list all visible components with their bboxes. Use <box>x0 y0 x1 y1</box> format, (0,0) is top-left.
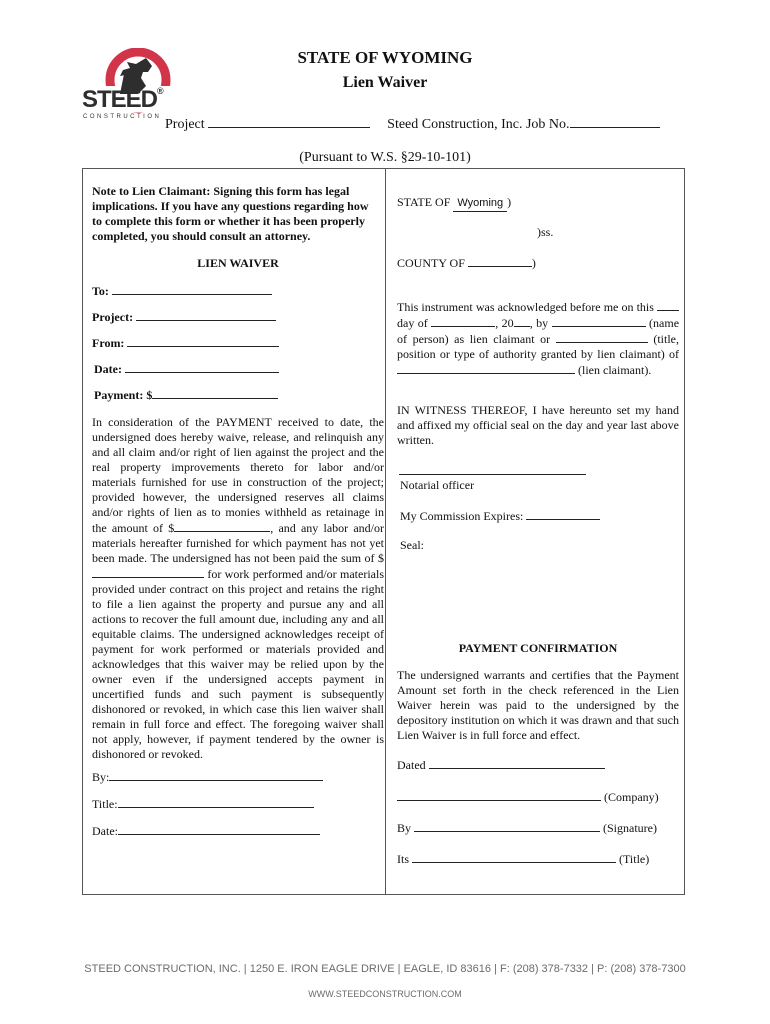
registered-mark: ® <box>157 86 163 96</box>
ack-month-field[interactable] <box>431 315 495 327</box>
logo-wordmark: STEED <box>82 86 158 113</box>
county-field[interactable] <box>468 255 532 267</box>
date2-label: Date: <box>92 824 118 838</box>
ack-claimant-field[interactable] <box>556 331 648 343</box>
company-label: (Company) <box>604 790 659 804</box>
company-row <box>397 789 679 805</box>
project-label: Project <box>165 117 205 132</box>
by-row <box>92 769 384 785</box>
payment-field[interactable] <box>152 387 278 399</box>
state-row <box>397 195 679 212</box>
ack-end-text: claimant). <box>603 363 652 377</box>
project-line <box>165 116 660 133</box>
footer-website[interactable]: WWW.STEEDCONSTRUCTION.COM <box>308 989 462 999</box>
its-field[interactable] <box>412 851 616 863</box>
signature-row <box>397 820 679 836</box>
commission-field[interactable] <box>526 508 600 520</box>
ack-by-label: , by <box>529 316 549 330</box>
payment-label: Payment: $ <box>94 388 153 402</box>
date-field[interactable] <box>125 361 279 373</box>
state-label: STATE OF <box>397 195 451 209</box>
ack-name-text: (name of person) as lien claimant or <box>397 316 680 346</box>
witness-statement: IN WITNESS THEREOF, I have hereunto set my hand and affixed my official seal on the day and year last above written. <box>397 403 679 447</box>
dated-field[interactable] <box>429 757 605 769</box>
waiver-body <box>92 415 384 762</box>
sig-by-label: By <box>397 821 412 835</box>
date2-field[interactable] <box>118 823 320 835</box>
waiver-body-part2: , and any labor and/or materials hereafter furnished for which payment has not yet been made. The undersigned has not been paid the sum of $ <box>92 521 385 565</box>
ack-entity-field[interactable] <box>397 362 575 374</box>
ack-title-text: (title, position or type of authority granted by lien claimant) of <box>397 332 679 361</box>
job-number-field[interactable] <box>570 116 660 128</box>
ack-lien-text: (lien <box>578 363 600 377</box>
ack-year-label: , 20 <box>495 316 514 330</box>
retainage-field[interactable] <box>174 520 270 532</box>
job-number-label: Steed Construction, Inc. Job No. <box>387 117 570 132</box>
pursuant-statute: (Pursuant to W.S. §29-10-101) <box>299 150 471 165</box>
project-field[interactable] <box>208 116 370 128</box>
signature-field[interactable] <box>414 820 600 832</box>
title-label: Title: <box>92 797 118 811</box>
to-label: To: <box>92 284 109 298</box>
from-row <box>92 335 384 351</box>
state-value[interactable]: Wyoming <box>453 196 507 212</box>
company-field[interactable] <box>397 789 601 801</box>
ack-year-field[interactable] <box>514 315 530 327</box>
ss-mark: )ss. <box>537 225 554 239</box>
dated-label: Dated <box>397 758 426 772</box>
payment-confirmation-text: The undersigned warrants and certifies that the Payment Amount set forth in the check referenced in the Lien Waiver herein was paid to the undersigned by the depository institution on which it was drawn and that such Lien Waiver is in full force and effect. <box>397 668 679 742</box>
its-title-label: (Title) <box>619 852 650 866</box>
to-row <box>92 283 384 299</box>
from-field[interactable] <box>127 335 279 347</box>
project-row-field[interactable] <box>136 309 276 321</box>
ack-text-1: This instrument was acknowledged before me on this <box>397 300 654 314</box>
page-title: STATE OF WYOMING <box>297 48 473 67</box>
waiver-body-part1: In consideration of the PAYMENT received to date, the undersigned does hereby waive, release, and relinquish any and all claim and/or right of lien against the project and the real property improvements thereto for labor and/or materials furnished for use in construction of the project; provided however, the undersigned reserves all claims and/or rights of lien as to monies withheld as retainage in the amount of $ <box>92 415 384 535</box>
its-row <box>397 851 679 867</box>
lien-waiver-heading: LIEN WAIVER <box>197 256 279 270</box>
its-label: Its <box>397 852 409 866</box>
from-label: From: <box>92 336 125 350</box>
state-close-paren: ) <box>507 195 512 209</box>
date-row <box>94 361 386 377</box>
payment-confirmation-heading: PAYMENT CONFIRMATION <box>458 641 618 655</box>
claimant-note: Note to Lien Claimant: Signing this form has legal implications. If you have any questions regarding how to complete this form or whether it has been properly completed, you should consult an attorney. <box>92 184 369 243</box>
footer-address: STEED CONSTRUCTION, INC. | 1250 E. IRON EAGLE DRIVE | EAGLE, ID 83616 | F: (208) 378-7332 | P: (208) 378-7300 <box>84 963 686 975</box>
unpaid-sum-field[interactable] <box>92 566 204 578</box>
notarial-officer-label: Notarial officer <box>400 478 475 492</box>
to-field[interactable] <box>112 283 272 295</box>
acknowledgment <box>397 299 679 378</box>
county-close-paren: ) <box>531 256 536 270</box>
page-subtitle: Lien Waiver <box>342 74 428 91</box>
title-field[interactable] <box>118 796 314 808</box>
date2-row <box>92 823 384 839</box>
project-row <box>92 309 384 325</box>
county-row <box>397 255 679 271</box>
by-label: By: <box>92 770 110 784</box>
dated-row <box>397 757 679 773</box>
seal-label: Seal: <box>400 538 424 552</box>
ack-person-field[interactable] <box>552 315 646 327</box>
column-divider <box>385 168 386 895</box>
date-label: Date: <box>94 362 122 376</box>
commission-row <box>400 508 682 524</box>
ack-day-field[interactable] <box>657 299 679 311</box>
payment-row <box>94 387 386 403</box>
ack-day-label: day of <box>397 316 428 330</box>
signature-label: (Signature) <box>603 821 657 835</box>
project-row-label: Project: <box>92 310 134 324</box>
logo-subtitle: CONSTRUCTION <box>83 114 162 120</box>
waiver-body-part3: for work performed and/or materials provided under contract on this project and retains the right to file a lien against the property and pursue any and all actions to recover the full amount due, including any and all equitable claims. The undersigned acknowledges receipt of payment for work performed or materials provided and acknowledges that this waiver may be relied upon by the owner even if the undersigned accepts payment in uncertified funds and such payment is subsequently dishonored or revoked, in which case this lien waiver shall remain in full force and effect. The foregoing waiver shall not apply, however, if payment tendered by the owner is dishonored or revoked. <box>92 567 384 761</box>
county-label: COUNTY OF <box>397 256 465 270</box>
title-row <box>92 796 384 812</box>
notary-signature-line[interactable] <box>399 474 586 475</box>
by-field[interactable] <box>109 769 323 781</box>
commission-label: My Commission Expires: <box>400 509 524 523</box>
